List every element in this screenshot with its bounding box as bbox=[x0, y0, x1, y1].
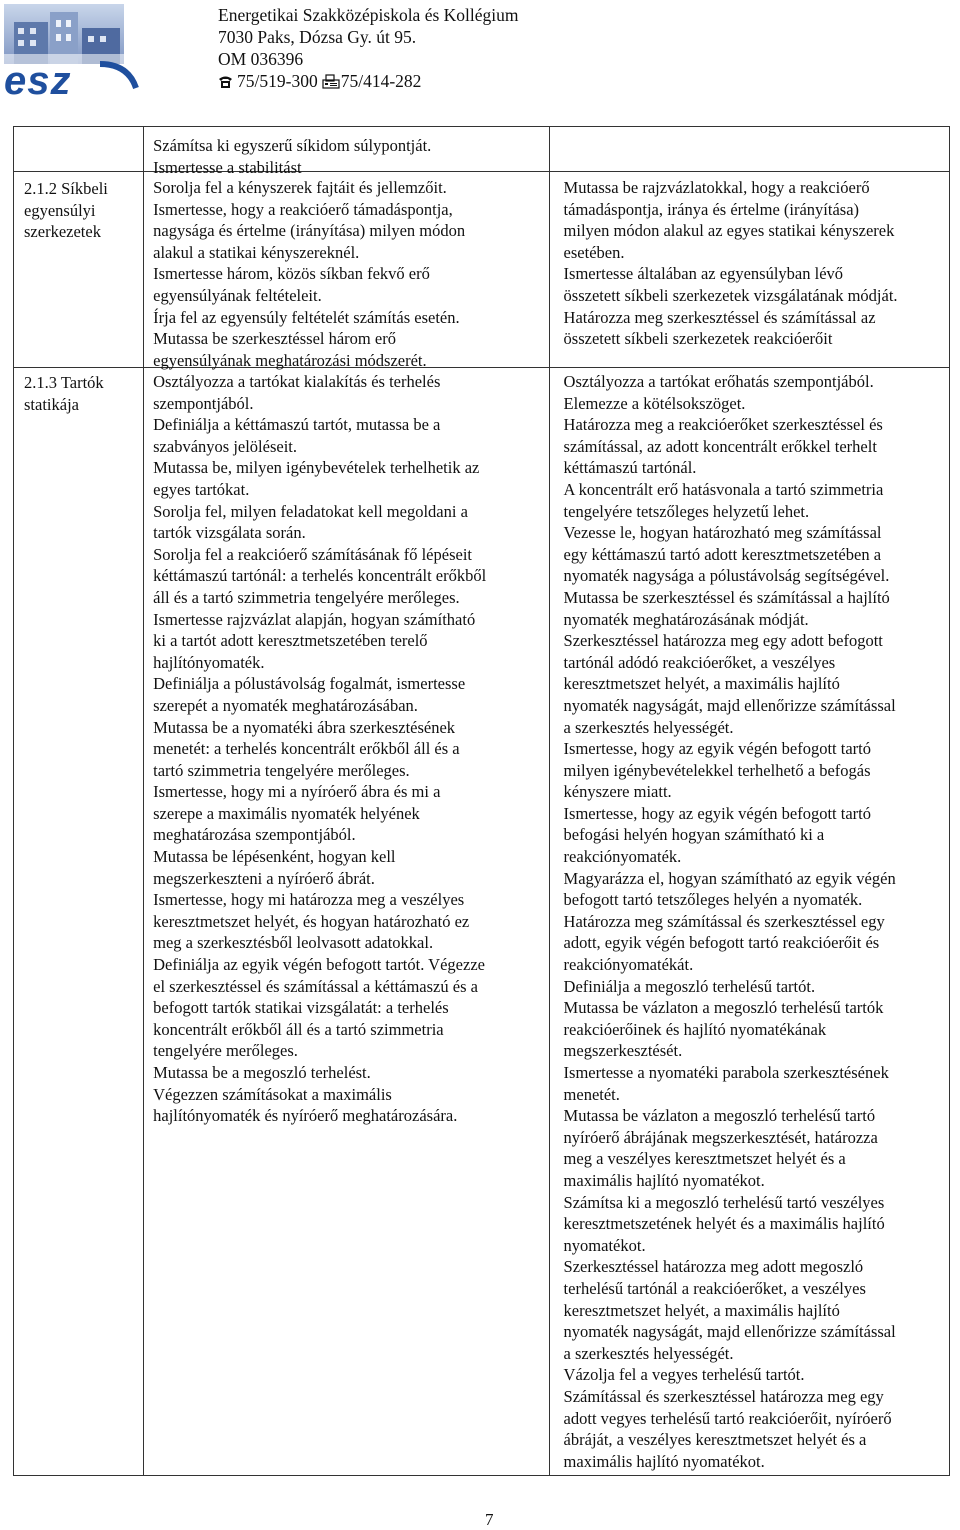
list-item: Ismertesse a stabilitást bbox=[153, 157, 302, 177]
list-item: Határozza meg a reakcióerőket szerkesztéssel és bbox=[563, 415, 883, 435]
list-item: támadáspontja, iránya és értelme (irányítása) bbox=[563, 199, 860, 219]
list-item: Ismertesse rajzvázlat alapján, hogyan számítható bbox=[153, 609, 476, 629]
om-identifier: OM 036396 bbox=[218, 49, 304, 69]
svg-text:esz: esz bbox=[4, 59, 72, 100]
list-item: Mutassa be lépésenként, hogyan kell bbox=[153, 847, 396, 867]
list-item: összetett síkbeli szerkezetek reakcióerőit bbox=[563, 329, 833, 349]
list-item: nyomaték nagyságát, majd ellenőrizze számítással bbox=[563, 1322, 896, 1342]
list-item: esetében. bbox=[563, 242, 625, 262]
list-item: Vezesse le, hogyan határozható meg számítással bbox=[563, 523, 882, 543]
list-item: Szerkesztéssel határozza meg egy adott befogott bbox=[563, 631, 883, 651]
requirement-list bbox=[564, 371, 896, 1472]
topic-cell bbox=[14, 127, 144, 172]
topic-cell bbox=[14, 172, 144, 368]
list-item: megszerkeszteni a nyíróerő ábrát. bbox=[153, 868, 375, 888]
list-item: tartók vizsgálata során. bbox=[153, 523, 306, 543]
requirement-list bbox=[564, 177, 898, 350]
requirement-cell bbox=[549, 127, 949, 172]
list-item: keresztmetszet helyét, és hogyan határozható ez bbox=[153, 911, 470, 931]
competency-list bbox=[153, 371, 486, 1127]
competency-cell bbox=[144, 368, 549, 1476]
list-item: Mutassa be vázlaton a megoszló terhelésű tartó bbox=[563, 1106, 876, 1126]
curriculum-table bbox=[13, 126, 950, 1476]
list-item: Definiálja a pólustávolság fogalmát, ismertesse bbox=[153, 674, 466, 694]
list-item: számítással, az adott koncentrált erőkkel terhelt bbox=[563, 436, 877, 456]
topic-cell bbox=[14, 368, 144, 1476]
competency-cell bbox=[144, 172, 549, 368]
list-item: hajlítónyomaték és nyíróerő meghatározására. bbox=[153, 1106, 458, 1126]
list-item: Mutassa be vázlaton a megoszló terhelésű tartók bbox=[563, 998, 884, 1018]
list-item: Sorolja fel, milyen feladatokat kell megoldani a bbox=[153, 501, 468, 521]
phone-number: 75/519-300 bbox=[237, 71, 318, 91]
list-item: Ismertesse, hogy mi határozza meg a veszélyes bbox=[153, 890, 465, 910]
competency-list bbox=[153, 177, 465, 371]
list-item: Ismertesse három, közös síkban fekvő erő bbox=[153, 264, 430, 284]
table-row bbox=[14, 172, 950, 368]
list-item: nagysága és értelme (irányítása) milyen módon bbox=[153, 221, 466, 241]
list-item: befogási helyén hogyan számítható ki a bbox=[563, 825, 825, 845]
school-name: Energetikai Szakközépiskola és Kollégium bbox=[218, 5, 519, 25]
list-item: Számítsa ki egyszerű síkidom súlypontját. bbox=[153, 136, 432, 155]
list-item: Definiálja az egyik végén befogott tartót. Végezze bbox=[153, 955, 485, 975]
list-item: ki a tartót adott keresztmetszetében terelő bbox=[153, 631, 428, 651]
list-item: reakcióerőinek és hajlító nyomatékának bbox=[563, 1019, 827, 1039]
list-item: kéttámaszú tartónál: a terhelés koncentrált erőkből bbox=[153, 566, 487, 586]
list-item: nyíróerő ábrájának megszerkesztését, határozza bbox=[563, 1127, 878, 1147]
list-item: Írja fel az egyensúly feltételét számítás esetén. bbox=[153, 307, 460, 327]
list-item: Számítással és szerkesztéssel határozza meg egy bbox=[563, 1386, 884, 1406]
list-item: kéttámaszú tartónál. bbox=[563, 458, 697, 478]
page-number: 7 bbox=[485, 1510, 494, 1529]
list-item: egyensúlyának meghatározási módszerét. bbox=[153, 350, 427, 370]
list-item: A koncentrált erő hatásvonala a tartó szimmetria bbox=[563, 479, 884, 499]
list-item: Ismertesse, hogy a reakcióerő támadáspontja, bbox=[153, 199, 453, 219]
list-item: Osztályozza a tartókat kialakítás és terhelés bbox=[153, 372, 441, 391]
list-item: szerepét a nyomaték meghatározásában. bbox=[153, 695, 418, 715]
list-item: hajlítónyomaték. bbox=[153, 652, 265, 672]
list-item: Osztályozza a tartókat erőhatás szempontjából. bbox=[563, 372, 874, 391]
list-item: Ismertesse általában az egyensúlyban lévő bbox=[563, 264, 844, 284]
list-item: meg a szerkesztésből leolvasott adatokkal. bbox=[153, 933, 434, 953]
list-item: Ismertesse, hogy az egyik végén befogott tartó bbox=[563, 803, 871, 823]
list-item: Vázolja fel a vegyes terhelésű tartót. bbox=[563, 1365, 805, 1385]
list-item: áll és a tartó szimmetria tengelyére merőleges. bbox=[153, 587, 460, 607]
list-item: reakciónyomaték. bbox=[563, 847, 682, 867]
list-item: Magyarázza el, hogyan számítható az egyik végén bbox=[563, 868, 896, 888]
competency-list bbox=[153, 135, 431, 178]
list-item: meghatározása szempontjából. bbox=[153, 825, 356, 845]
list-item: Definiálja a megoszló terhelésű tartót. bbox=[563, 976, 816, 996]
list-item: milyen igénybevételekkel terhelhető a befogás bbox=[563, 760, 871, 780]
school-logo bbox=[0, 0, 140, 100]
list-item: adott, egyik végén befogott tartó reakcióerőit és bbox=[563, 933, 880, 953]
list-item: a szerkesztés helyességét. bbox=[563, 717, 734, 737]
school-address: 7030 Paks, Dózsa Gy. út 95. bbox=[218, 27, 417, 47]
list-item: reakciónyomatékát. bbox=[563, 955, 694, 975]
list-item: adott vegyes terhelésű tartó reakcióerőit, nyíróerő bbox=[563, 1408, 892, 1428]
list-item: Sorolja fel a reakcióerő számításának fő lépéseit bbox=[153, 544, 472, 564]
list-item: Végezzen számításokat a maximális bbox=[153, 1084, 392, 1104]
list-item: menetét. bbox=[563, 1084, 620, 1104]
list-item: Ismertesse a nyomatéki parabola szerkesztésének bbox=[563, 1063, 889, 1082]
list-item: nyomaték nagyságát, majd ellenőrizze számítással bbox=[563, 695, 896, 715]
list-item: milyen módon alakul az egyes statikai kényszerek bbox=[563, 221, 895, 241]
list-item: koncentrált erőkből áll és a tartó szimmetria bbox=[153, 1019, 444, 1039]
list-item: tartónál adódó reakcióerőket, a veszélyes bbox=[563, 652, 836, 672]
list-item: nyomatékot. bbox=[563, 1235, 646, 1255]
list-item: keresztmetszetének helyét és a maximális hajlító bbox=[563, 1214, 885, 1234]
list-item: Definiálja a kéttámaszú tartót, mutassa be a bbox=[153, 415, 441, 435]
list-item: összetett síkbeli szerkezetek vizsgálatának módját. bbox=[563, 285, 898, 305]
table-row bbox=[14, 127, 950, 172]
list-item: maximális hajlító nyomatékot. bbox=[563, 1451, 765, 1471]
list-item: szempontjából. bbox=[153, 393, 254, 413]
list-item: keresztmetszet helyét, a maximális hajlító bbox=[563, 674, 840, 694]
list-item: maximális hajlító nyomatékot. bbox=[563, 1170, 765, 1190]
list-item: megszerkesztését. bbox=[563, 1041, 683, 1061]
fax-icon bbox=[322, 74, 340, 89]
list-item: tartó szimmetria tengelyére merőleges. bbox=[153, 760, 410, 780]
list-item: szabványos jelöléseit. bbox=[153, 436, 298, 456]
list-item: el szerkesztéssel és számítással a kéttámaszú és a bbox=[153, 976, 478, 996]
list-item: nyomaték nagysága a pólustávolság segítségével. bbox=[563, 566, 890, 586]
list-item: egyensúlyának feltételeit. bbox=[153, 285, 322, 305]
list-item: Elemezze a kötélsokszöget. bbox=[563, 393, 746, 413]
list-item: Mutassa be rajzvázlatokkal, hogy a reakcióerő bbox=[563, 178, 870, 197]
list-item: Határozza meg számítással és szerkesztéssel egy bbox=[563, 911, 885, 931]
telephone-icon bbox=[218, 74, 233, 89]
list-item: Határozza meg szerkesztéssel és számítással az bbox=[563, 307, 876, 327]
list-item: nyomaték meghatározásának módját. bbox=[563, 609, 809, 629]
list-item: keresztmetszet helyét, a maximális hajlító bbox=[563, 1300, 840, 1320]
competency-cell bbox=[144, 127, 549, 177]
school-header bbox=[218, 4, 519, 92]
requirement-cell bbox=[549, 172, 949, 368]
list-item: egyes tartókat. bbox=[153, 479, 250, 499]
list-item: Ismertesse, hogy az egyik végén befogott tartó bbox=[563, 739, 871, 759]
fax-number: 75/414-282 bbox=[340, 71, 422, 91]
table-row bbox=[14, 368, 950, 1476]
list-item: befogott tartó tetszőleges helyén a nyomaték. bbox=[563, 890, 863, 910]
list-item: Mutassa be a nyomatéki ábra szerkesztésének bbox=[153, 717, 456, 737]
list-item: Mutassa be szerkesztéssel három erő bbox=[153, 329, 396, 349]
list-item: tengelyére merőleges. bbox=[153, 1041, 298, 1061]
list-item: terhelésű tartónál a reakcióerőket, a veszélyes bbox=[563, 1278, 866, 1298]
list-item: Mutassa be, milyen igénybevételek terhelhetik az bbox=[153, 458, 480, 478]
requirement-cell bbox=[549, 368, 949, 1476]
contact-line bbox=[218, 70, 519, 92]
list-item: befogott tartók statikai vizsgálatát: a terhelés bbox=[153, 998, 449, 1018]
list-item: Mutassa be a megoszló terhelést. bbox=[153, 1063, 371, 1082]
list-item: kényszere miatt. bbox=[563, 782, 672, 802]
list-item: egy kéttámaszú tartó adott keresztmetszetében a bbox=[563, 544, 882, 564]
list-item: Szerkesztéssel határozza meg adott megoszló bbox=[563, 1257, 864, 1277]
list-item: menetét: a terhelés koncentrált erőkből áll és a bbox=[153, 739, 460, 759]
list-item: Mutassa be szerkesztéssel és számítással a hajlító bbox=[563, 587, 890, 607]
list-item: Sorolja fel a kényszerek fajtáit és jellemzőit. bbox=[153, 178, 447, 197]
topic-label: 2.1.3 Tartók statikája bbox=[24, 373, 104, 414]
list-item: ábráját, a veszélyes keresztmetszet helyét és a bbox=[563, 1430, 867, 1450]
list-item: a szerkesztés helyességét. bbox=[563, 1343, 734, 1363]
list-item: szerepe a maximális nyomaték helyének bbox=[153, 803, 420, 823]
list-item: Ismertesse, hogy mi a nyíróerő ábra és mi a bbox=[153, 782, 441, 802]
list-item: meg a veszélyes keresztmetszet helyét és a bbox=[563, 1149, 846, 1169]
list-item: tengelyére tetszőleges helyzetű lehet. bbox=[563, 501, 810, 521]
topic-label: 2.1.2 Síkbeli egyensúlyi szerkezetek bbox=[24, 179, 108, 241]
list-item: alakul a statikai kényszereknél. bbox=[153, 242, 360, 262]
list-item: Számítsa ki a megoszló terhelésű tartó veszélyes bbox=[563, 1192, 885, 1212]
